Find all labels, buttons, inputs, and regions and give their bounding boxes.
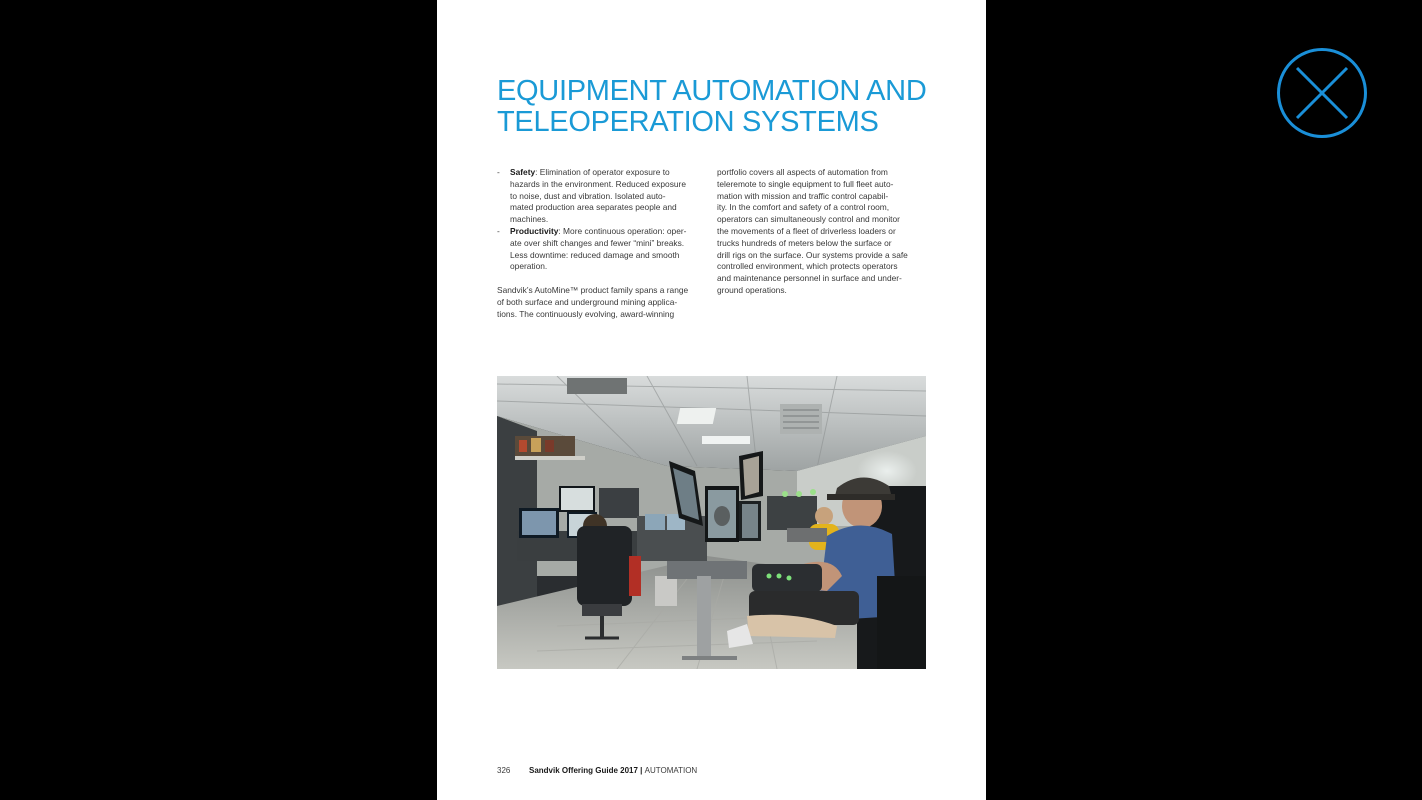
right-text-column	[717, 167, 927, 297]
control-room-photo	[497, 376, 926, 669]
paragraph-line: ground operations.	[717, 284, 787, 295]
paragraph-line: portfolio covers all aspects of automation from	[717, 167, 888, 177]
footer-separator: |	[637, 766, 645, 775]
bullet-text: Less downtime: reduced damage and smooth	[510, 249, 680, 260]
paragraph-line: drill rigs on the surface. Our systems provide a safe	[717, 249, 908, 260]
paragraph-line: mation with mission and traffic control capabil-	[717, 190, 889, 201]
section-name: AUTOMATION	[644, 766, 698, 775]
title-line-2: TELEOPERATION SYSTEMS	[497, 106, 879, 138]
guide-title: Sandvik Offering Guide 2017	[529, 766, 638, 775]
page-title	[497, 76, 967, 138]
intro-paragraph	[497, 285, 709, 320]
bullet-text: ate over shift changes and fewer “mini” breaks.	[510, 237, 685, 248]
bullet-label: Productivity	[510, 225, 559, 236]
close-button[interactable]	[1277, 48, 1367, 138]
bullet-productivity	[497, 226, 709, 273]
bullet-text: hazards in the environment. Reduced exposure	[510, 178, 686, 189]
paragraph-line: Sandvik’s AutoMine™ product family spans a range	[497, 284, 689, 295]
bullet-text: : More continuous operation: oper-	[558, 225, 687, 236]
page-number: 326	[497, 766, 511, 775]
bullet-text: to noise, dust and vibration. Isolated auto-	[510, 190, 666, 201]
bullet-dash: -	[497, 225, 500, 236]
document-page	[437, 0, 986, 800]
bullet-label: Safety	[510, 167, 536, 177]
control-room-illustration	[497, 376, 926, 669]
bullet-text: mated production area separates people and	[510, 202, 677, 213]
paragraph-line: of both surface and underground mining applica-	[497, 296, 678, 307]
paragraph-line: trucks hundreds of meters below the surface or	[717, 237, 892, 248]
paragraph-line: controlled environment, which protects operators	[717, 261, 898, 272]
paragraph-line: teleremote to single equipment to full fleet auto-	[717, 178, 894, 189]
title-line-1: EQUIPMENT AUTOMATION AND	[497, 75, 927, 107]
paragraph-line: and maintenance personnel in surface and under-	[717, 273, 902, 284]
bullet-safety	[497, 167, 709, 226]
page-footer	[497, 766, 697, 776]
bullet-text: machines.	[510, 214, 549, 225]
bullet-dash: -	[497, 167, 500, 177]
left-text-column	[497, 167, 709, 320]
bullet-text: : Elimination of operator exposure to	[535, 167, 670, 177]
paragraph-line: operators can simultaneously control and monitor	[717, 214, 900, 225]
bullet-text: operation.	[510, 261, 548, 272]
close-icon[interactable]	[1277, 48, 1367, 138]
paragraph-line: tions. The continuously evolving, award-winning	[497, 308, 675, 319]
paragraph-line: ity. In the comfort and safety of a control room,	[717, 202, 890, 213]
paragraph-line: the movements of a fleet of driverless loaders or	[717, 225, 896, 236]
